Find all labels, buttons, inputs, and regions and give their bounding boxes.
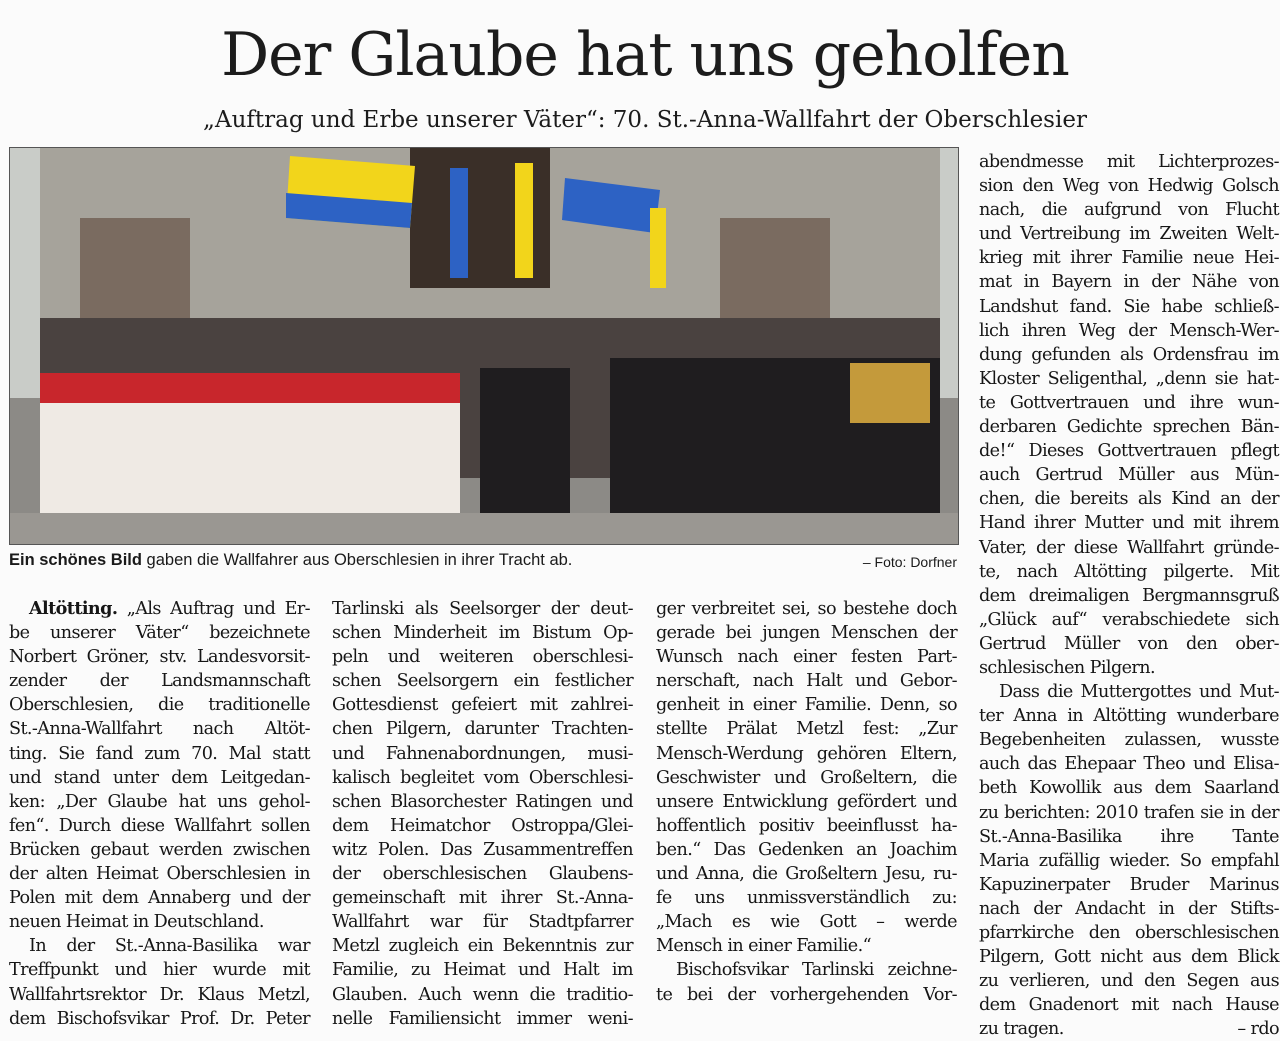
text-line: Mensch-Werdung gehören Eltern, xyxy=(656,743,957,764)
text-line: Gertrud Müller von den ober- xyxy=(979,633,1279,654)
text-line: und stand unter dem Leitgedan- xyxy=(9,767,310,788)
text-line: Begebenheiten zulassen, wusste xyxy=(979,730,1279,751)
text-line: de!“ Dieses Gottvertrauen pflegt xyxy=(979,441,1279,462)
text-line: abendmesse mit Lichterprozes- xyxy=(979,152,1279,172)
text-line: zu verlieren, und den Segen aus xyxy=(979,971,1279,992)
text-line: ting. Sie fand zum 70. Mal statt xyxy=(9,743,310,764)
text-line: dem Bischofsvikar Prof. Dr. Peter xyxy=(9,1008,310,1029)
text-line: te, nach Altötting pilgerte. Mit xyxy=(979,561,1279,582)
text-line: und Vertreibung im Zweiten Welt- xyxy=(979,224,1279,245)
text-line: der alten Heimat Oberschlesien in xyxy=(9,864,310,885)
text-line: fe uns unmissverständlich zu: xyxy=(656,888,957,909)
article-column-4 xyxy=(979,150,1279,1041)
text-line: schen Minderheit im Bistum Op- xyxy=(332,623,633,644)
text-line: „Glück auf“ verabschiedete sich xyxy=(979,609,1279,630)
dateline: Altötting. xyxy=(29,598,118,619)
text-line: nerschaft, nach Halt und Gebor- xyxy=(656,671,957,692)
author-sign: – rdo xyxy=(1237,1019,1279,1040)
text-line: schen Seelsorgern ein festlicher xyxy=(332,671,633,692)
group-photo-illustration xyxy=(10,148,958,544)
banner-standard-2 xyxy=(515,163,533,278)
text-line: kalisch begleitet vom Oberschlesi- xyxy=(332,767,633,788)
text-line: ken: „Der Glaube hat uns gehol- xyxy=(9,791,310,812)
article-column-3 xyxy=(656,597,957,1007)
text-line: nelle Familiensicht immer weni- xyxy=(332,1008,633,1029)
text-line: hoffentlich positiv beeinflusst ha- xyxy=(656,815,957,836)
plaza-ground xyxy=(10,513,958,544)
text-line: dem Heimatchor Ostroppa/Glei- xyxy=(332,815,633,836)
text-line: dem dreimaligen Bergmannsgruß xyxy=(979,585,1279,606)
text-line: peln und weiteren oberschlesi- xyxy=(332,647,633,668)
text-line: gerade bei jungen Menschen der xyxy=(656,623,957,644)
text-line: chen Pilgern, darunter Trachten- xyxy=(332,719,633,740)
text-line: Treffpunkt und hier wurde mit xyxy=(9,960,310,981)
text-line: unsere Entwicklung gefördert und xyxy=(656,791,957,812)
article-column-1 xyxy=(9,597,310,1031)
text-line xyxy=(979,1017,1279,1041)
text-line: Oberschlesien, die traditionelle xyxy=(9,695,310,716)
text-line: nach, die aufgrund von Flucht xyxy=(979,200,1279,221)
caption-bold: Ein schönes Bild xyxy=(9,551,142,569)
text-line: lich ihren Weg der Mensch-Wer- xyxy=(979,320,1279,341)
text-line: Landshut fand. Sie habe schließ- xyxy=(979,296,1279,317)
text-line: St.-Anna-Wallfahrt nach Altöt- xyxy=(9,719,310,740)
text-line: te Gottvertrauen und ihre wun- xyxy=(979,392,1279,413)
text-line: dem Gnadenort mit nach Hause xyxy=(979,995,1279,1016)
text-line: zender der Landsmannschaft xyxy=(9,671,310,692)
text-line: zu berichten: 2010 trafen sie in der xyxy=(979,802,1279,823)
closing-text: zu tragen. xyxy=(979,1019,1064,1040)
text-line: schen Blasorchester Ratingen und xyxy=(332,791,633,812)
text-line: Polen mit dem Annaberg und der xyxy=(9,888,310,909)
text-line: der oberschlesischen Glaubens- xyxy=(332,864,633,885)
text-line: und Fahnenabordnungen, musi- xyxy=(332,743,633,764)
text-line: dung gefunden als Ordensfrau im xyxy=(979,344,1279,365)
photo-credit: – Foto: Dorfner xyxy=(862,554,957,570)
text-line: stellte Prälat Metzl fest: „Zur xyxy=(656,719,957,740)
text-line: krieg mit ihrer Familie neue Hei- xyxy=(979,248,1279,269)
text-line: Vater, der diese Wallfahrt gründe- xyxy=(979,537,1279,558)
traditional-costumes xyxy=(40,358,940,523)
text-line: Pilgern, Gott nicht aus dem Blick xyxy=(979,947,1279,968)
text-line: In der St.-Anna-Basilika war xyxy=(29,936,310,957)
text-line: genheit in einer Familie. Denn, so xyxy=(656,695,957,716)
text-line: derbaren Gedichte sprechen Bän- xyxy=(979,417,1279,438)
text-line: chen, die bereits als Kind an der xyxy=(979,489,1279,510)
text-line: Tarlinski als Seelsorger der deut- xyxy=(332,599,633,619)
photo-caption xyxy=(9,549,957,573)
text-line: Familie, zu Heimat und Halt im xyxy=(332,960,633,981)
subheadline: „Auftrag und Erbe unserer Väter“: 70. St.-Anna-Wallfahrt der Oberschlesier xyxy=(203,107,1087,133)
text-line: neuen Heimat in Deutschland. xyxy=(9,912,264,933)
text-line: Metzl zugleich ein Bekenntnis zur xyxy=(332,936,633,957)
text-line: fen“. Durch diese Wallfahrt sollen xyxy=(9,815,310,836)
text-line: Glauben. Auch wenn die traditio- xyxy=(332,984,633,1005)
text-line: auch Gertrud Müller aus Mün- xyxy=(979,465,1279,486)
text-line: Hand ihrer Mutter und mit ihrem xyxy=(979,513,1279,534)
text-line: auch das Ehepaar Theo und Elisa- xyxy=(979,754,1279,775)
text-line: Wallfahrtsrektor Dr. Klaus Metzl, xyxy=(9,984,310,1005)
text-line-rest: „Als Auftrag und Er- xyxy=(126,599,310,619)
text-line: Geschwister und Großeltern, die xyxy=(656,767,957,788)
text-line: beth Kowollik aus dem Saarland xyxy=(979,778,1279,799)
text-line: ger verbreitet sei, so bestehe doch xyxy=(656,599,957,619)
text-line xyxy=(9,597,310,621)
text-line: Gottesdienst gefeiert mit zahlrei- xyxy=(332,695,633,716)
text-line: mat in Bayern in der Nähe von xyxy=(979,272,1279,293)
text-line: te bei der vorhergehenden Vor- xyxy=(656,984,957,1005)
text-line: „Mach es wie Gott – werde xyxy=(656,912,957,933)
text-line: und Anna, die Großeltern Jesu, ru- xyxy=(656,864,957,885)
text-line: Bischofsvikar Tarlinski zeichne- xyxy=(676,960,957,981)
text-line: Brücken gebaut werden zwischen xyxy=(9,839,310,860)
text-line: Kapuzinerpater Bruder Marinus xyxy=(979,874,1279,895)
article-photo xyxy=(9,147,959,545)
text-line: sion den Weg von Hedwig Golsch xyxy=(979,176,1279,197)
text-line: Mensch in einer Familie.“ xyxy=(656,936,871,957)
text-line: nach der Andacht in der Stifts- xyxy=(979,898,1279,919)
text-line: schlesischen Pilgern. xyxy=(979,657,1155,678)
banner-standard-3 xyxy=(650,208,666,288)
text-line: pfarrkirche den oberschlesischen xyxy=(979,923,1279,943)
article-column-2 xyxy=(332,597,633,1031)
caption-text: gaben die Wallfahrer aus Oberschlesien in ihrer Tracht ab. xyxy=(141,551,573,569)
text-line: witz Polen. Das Zusammentreffen xyxy=(332,839,633,860)
text-line: Kloster Seligenthal, „denn sie hat- xyxy=(979,368,1279,389)
text-line: Maria zufällig wieder. So empfahl xyxy=(979,850,1279,871)
text-line: Norbert Gröner, stv. Landesvorsit- xyxy=(9,647,310,668)
text-line: Wallfahrt war für Stadtpfarrer xyxy=(332,912,633,933)
text-line: gemeinschaft mit ihrer St.-Anna- xyxy=(332,888,633,909)
banner-standard-1 xyxy=(450,168,468,278)
text-line: ben.“ Das Gedenken an Joachim xyxy=(656,839,957,860)
text-line: St.-Anna-Basilika ihre Tante xyxy=(979,826,1279,847)
headline: Der Glaube hat uns geholfen xyxy=(221,20,1069,90)
text-line: Wunsch nach einer festen Part- xyxy=(656,647,957,668)
text-line: Dass die Muttergottes und Mut- xyxy=(999,682,1279,703)
text-line: be unserer Väter“ bezeichnete xyxy=(9,623,310,644)
text-line: ter Anna in Altötting wunderbare xyxy=(979,706,1279,727)
